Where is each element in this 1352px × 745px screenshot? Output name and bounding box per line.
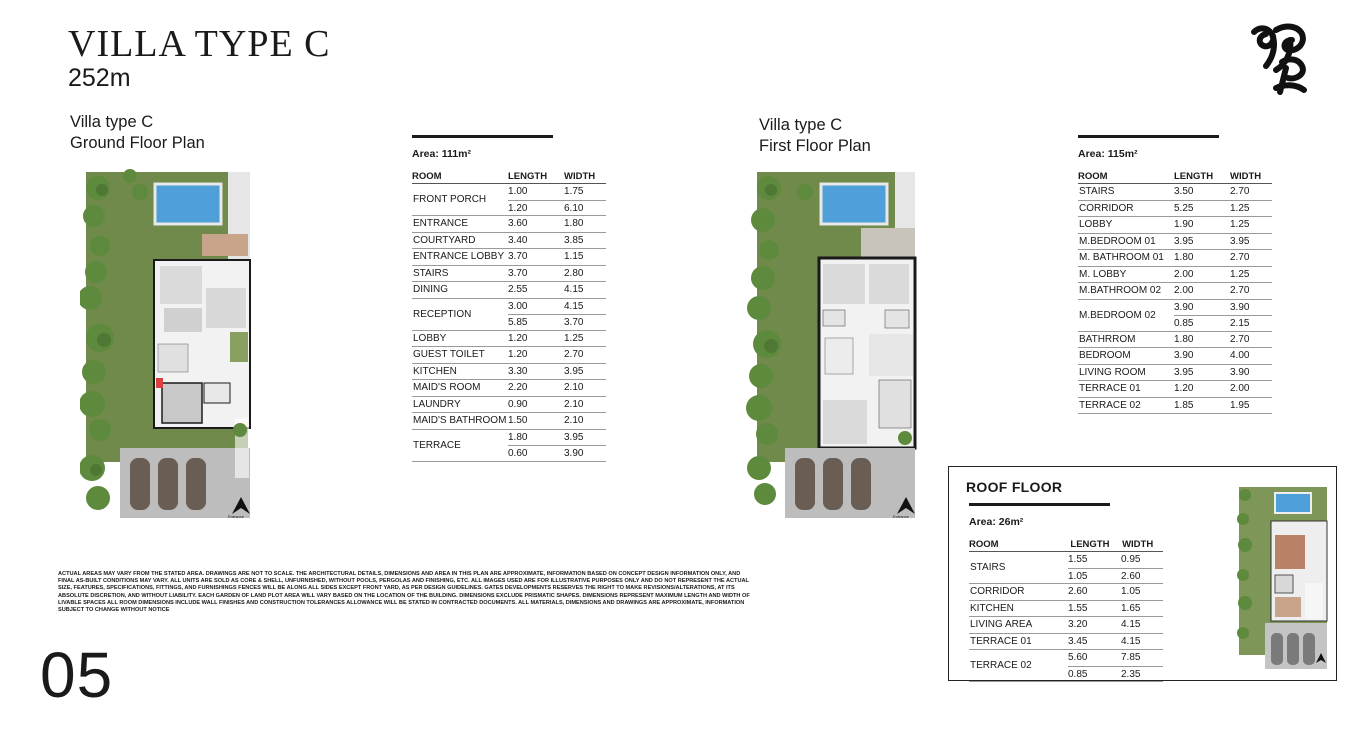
width-value: 3.90 (1230, 301, 1250, 313)
width-value: 2.10 (564, 415, 584, 426)
width-value: 2.60 (1121, 570, 1141, 582)
entrance-label: Entrance (228, 514, 245, 519)
first-floor-title (759, 115, 871, 157)
table-row (412, 282, 606, 299)
dimension-row (1174, 332, 1272, 348)
room-name: COURTYARD (413, 234, 476, 246)
width-value: 1.80 (564, 218, 584, 229)
table-header (1078, 170, 1272, 184)
width-value: 1.75 (564, 186, 584, 197)
length-value: 1.90 (1174, 219, 1194, 230)
width-value: 4.15 (564, 284, 584, 295)
room-name: TERRACE 01 (970, 635, 1032, 647)
width-value: 1.25 (1230, 268, 1250, 280)
table-row (1078, 250, 1272, 267)
table-row (412, 299, 606, 331)
length-value: 2.20 (508, 382, 528, 393)
dimension-row (1174, 184, 1272, 200)
table-row (969, 601, 1163, 618)
width-value: 2.70 (1230, 186, 1250, 197)
table-row (412, 216, 606, 233)
length-value: 1.55 (1068, 554, 1088, 565)
room-name: LIVING AREA (970, 619, 1033, 631)
length-value: 5.85 (508, 317, 528, 328)
table-body (412, 184, 606, 462)
table-row (1078, 381, 1272, 398)
room-name: DINING (413, 284, 448, 296)
page-title: VILLA TYPE C (68, 23, 331, 65)
width-value: 4.15 (564, 300, 584, 312)
length-value: 0.90 (508, 398, 528, 410)
dimension-row (1174, 365, 1272, 381)
length-value: 3.95 (1174, 366, 1194, 378)
room-name: CORRIDOR (970, 586, 1025, 598)
dimension-row (1174, 267, 1272, 283)
length-value: 2.60 (1068, 586, 1088, 597)
entrance-label: Entrance (893, 514, 910, 519)
table-rule (1078, 135, 1219, 138)
dimension-row (508, 445, 606, 461)
length-value: 1.85 (1174, 399, 1194, 411)
room-name: LOBBY (413, 332, 447, 344)
length-value: 3.90 (1174, 301, 1194, 313)
width-value: 3.95 (564, 365, 584, 377)
length-value: 3.95 (1174, 235, 1194, 247)
dimension-row (1068, 552, 1163, 568)
width-value: 2.10 (564, 398, 584, 410)
room-name: M.BEDROOM 02 (1079, 309, 1156, 321)
length-value: 3.00 (508, 300, 528, 312)
width-value: 7.85 (1121, 652, 1141, 663)
length-value: 1.80 (1174, 333, 1194, 345)
column-header-length: LENGTH (508, 171, 548, 182)
room-name: TERRACE 02 (970, 660, 1032, 671)
column-header-length: LENGTH (1174, 171, 1214, 182)
column-header-width: WIDTH (564, 171, 596, 182)
dimension-row (1174, 234, 1272, 250)
room-name: TERRACE 02 (1079, 399, 1141, 411)
width-value: 2.70 (564, 349, 584, 360)
width-value: 2.70 (1230, 285, 1250, 296)
room-name: STAIRS (1079, 186, 1115, 198)
table-row (412, 413, 606, 430)
room-name: CORRIDOR (1079, 202, 1134, 214)
width-value: 4.00 (1230, 350, 1250, 361)
width-value: 2.10 (564, 382, 584, 393)
dimension-row (1174, 348, 1272, 364)
dimension-row (508, 266, 606, 282)
room-name: MAID'S ROOM (413, 382, 481, 394)
table-row (969, 650, 1163, 682)
width-value: 1.25 (1230, 202, 1250, 214)
dimension-row (1068, 666, 1163, 682)
dimension-row (1174, 381, 1272, 397)
table-body (1078, 184, 1272, 414)
roof-floor-room-table (969, 503, 1163, 682)
dimension-row (508, 430, 606, 446)
width-value: 3.85 (564, 234, 584, 246)
column-header-room: ROOM (1078, 171, 1108, 182)
ground-floor-title-line1: Villa type C (70, 113, 154, 131)
room-name: KITCHEN (970, 602, 1014, 614)
table-row (1078, 348, 1272, 365)
column-header-room: ROOM (969, 539, 999, 550)
length-value: 1.50 (508, 415, 528, 426)
dimension-row (508, 364, 606, 380)
length-value: 2.55 (508, 284, 528, 295)
first-floor-title-line1: Villa type C (759, 116, 843, 134)
length-value: 1.20 (508, 349, 528, 360)
length-value: 3.90 (1174, 350, 1194, 361)
length-value: 0.85 (1174, 318, 1194, 329)
roof-floor-panel (948, 466, 1337, 681)
column-header-length: LENGTH (1070, 539, 1110, 550)
dimension-row (508, 331, 606, 347)
width-value: 2.70 (1230, 333, 1250, 345)
room-name: BEDROOM (1079, 350, 1131, 362)
room-name: M.BEDROOM 01 (1079, 235, 1156, 247)
length-value: 0.85 (1068, 668, 1088, 680)
table-row (1078, 332, 1272, 349)
table-row (412, 233, 606, 250)
column-header-room: ROOM (412, 171, 442, 182)
total-area: 252m (68, 64, 131, 92)
room-name: FRONT PORCH (413, 194, 487, 205)
dimension-row (508, 282, 606, 298)
width-value: 3.90 (1230, 366, 1250, 378)
room-name: MAID'S BATHROOM (413, 415, 507, 427)
first-floor-plan (745, 168, 920, 518)
width-value: 1.25 (1230, 219, 1250, 230)
table-row (412, 380, 606, 397)
table-row (1078, 217, 1272, 234)
dimension-row (1174, 201, 1272, 217)
length-value: 1.20 (508, 202, 528, 214)
table-rule (412, 135, 553, 138)
room-name: GUEST TOILET (413, 349, 485, 361)
length-value: 3.20 (1068, 619, 1088, 630)
width-value: 2.35 (1121, 668, 1141, 680)
table-row (412, 430, 606, 462)
room-name: STAIRS (970, 562, 1006, 573)
disclaimer-text: ACTUAL AREAS MAY VARY FROM THE STATED AREA. DRAWINGS ARE NOT TO SCALE. THE ARCHITECTURAL DETAILS, DIMENSIONS AND AREA IN THIS PLAN ARE APPROXIMATE, INFORMATION BASED ON CONCEPT DESIGN INFORMATION ONLY, AND FINAL AS-BUILT CONDITIONS MAY VARY. ALL UNITS ARE SOLD AS CORE & SHELL, UNFURNISHED, WITHOUT POOLS, PERGOLAS AND FINISHING, ETC. ALL IMAGES USED ARE FOR ILLUSTRATIVE PURPOSES ONLY AND DO NOT REPRESENT THE ACTUAL SIZE, FEATURES, SPECIFICATIONS, FITTINGS, AND FURNISHINGS FENCES WILL BE ALONG ALL SIDES EXCEPT FRONT YARD, AS PER DESIGN GUIDELINES. GATES DEVELOPMENTS RESERVES THE RIGHT TO MAKE REVISIONS/ALTERATIONS, AT ITS ABSOLUTE DISCRETION, AND WITHOUT LIABILITY. EACH GARDEN OF LAND PLOT AREA WILL VARY BASED ON THE LOCATION OF THE BUILDING. DIMENSIONS EXCLUDE PRISMATIC SHAPES. DIMENSIONS REPRESENT MAXIMUM LENGTH AND WIDTH OF LIVABLE SPACES ALL ROOM DIMENSIONS INCLUDE WALL FINISHES AND CONSTRUCTION TOLERANCES ALLOWANCE WILL BE STATED IN CONTRACTED DOCUMENTS. ALL MATERIALS, DIMENSIONS AND DRAWINGS ARE APPROXIMATE, INFORMATION SUBJECT TO CHANGE WITHOUT NOTICE (58, 571, 750, 614)
width-value: 2.00 (1230, 383, 1250, 394)
room-name: STAIRS (413, 267, 449, 279)
length-value: 3.45 (1068, 635, 1088, 647)
dimension-row (1068, 634, 1163, 650)
roof-floor-area: Area: 26m² (969, 516, 1024, 528)
width-value: 0.95 (1121, 554, 1141, 565)
room-name: M.BATHROOM 02 (1079, 285, 1162, 297)
width-value: 4.15 (1121, 635, 1141, 647)
ground-floor-title-line2: Ground Floor Plan (70, 134, 205, 152)
table-row (1078, 365, 1272, 382)
dimension-row (1068, 568, 1163, 584)
length-value: 3.70 (508, 251, 528, 262)
table-row (1078, 201, 1272, 218)
width-value: 1.15 (564, 251, 584, 262)
ground-floor-area: Area: 111m² (412, 148, 471, 160)
table-row (1078, 283, 1272, 300)
room-name: M. LOBBY (1079, 268, 1127, 280)
dimension-row (508, 233, 606, 249)
dimension-row (508, 380, 606, 396)
width-value: 1.65 (1121, 602, 1141, 614)
length-value: 2.00 (1174, 285, 1194, 296)
room-name: TERRACE (413, 439, 461, 451)
room-name: LIVING ROOM (1079, 366, 1146, 378)
first-floor-title-line2: First Floor Plan (759, 137, 871, 155)
length-value: 1.55 (1068, 602, 1088, 614)
length-value: 1.80 (508, 431, 528, 443)
dimension-row (1174, 300, 1272, 316)
room-name: LAUNDRY (413, 398, 461, 410)
dimension-row (1068, 650, 1163, 666)
table-body (969, 552, 1163, 682)
room-name: ENTRANCE LOBBY (413, 251, 505, 263)
width-value: 2.15 (1230, 318, 1250, 329)
north-arrow-icon (230, 496, 252, 516)
dimension-row (1174, 315, 1272, 331)
table-row (412, 331, 606, 348)
length-value: 3.40 (508, 234, 528, 246)
table-row (969, 584, 1163, 601)
width-value: 3.70 (564, 317, 584, 328)
dimension-row (1174, 283, 1272, 299)
ground-floor-room-table (412, 135, 606, 462)
width-value: 1.25 (564, 332, 584, 344)
dimension-row (1174, 250, 1272, 266)
room-name: BATHRROM (1079, 333, 1136, 345)
north-arrow-icon (895, 496, 917, 516)
length-value: 1.20 (1174, 383, 1194, 394)
length-value: 0.60 (508, 448, 528, 459)
width-value: 2.80 (564, 267, 584, 279)
length-value: 3.50 (1174, 186, 1194, 197)
table-row (1078, 234, 1272, 251)
width-value: 2.70 (1230, 252, 1250, 263)
length-value: 5.60 (1068, 652, 1088, 663)
dimension-row (508, 314, 606, 330)
room-name: TERRACE 01 (1079, 383, 1141, 395)
room-name: LOBBY (1079, 219, 1113, 231)
table-row (969, 634, 1163, 651)
length-value: 2.00 (1174, 268, 1194, 280)
first-floor-area: Area: 115m² (1078, 148, 1138, 160)
dimension-row (508, 200, 606, 216)
first-floor-room-table (1078, 135, 1272, 414)
table-row (412, 266, 606, 283)
dimension-row (508, 216, 606, 232)
room-name: KITCHEN (413, 365, 457, 377)
table-row (412, 364, 606, 381)
length-value: 3.70 (508, 267, 528, 279)
table-row (969, 552, 1163, 584)
table-row (1078, 184, 1272, 201)
length-value: 3.60 (508, 218, 528, 229)
table-row (412, 347, 606, 364)
length-value: 1.80 (1174, 252, 1194, 263)
length-value: 5.25 (1174, 202, 1194, 214)
roof-floor-plan (1235, 483, 1331, 673)
length-value: 1.20 (508, 332, 528, 344)
width-value: 3.95 (564, 431, 584, 443)
table-row (412, 184, 606, 216)
table-row (412, 397, 606, 414)
room-name: ENTRANCE (413, 218, 469, 230)
dimension-row (508, 397, 606, 413)
dimension-row (508, 347, 606, 363)
dimension-row (508, 413, 606, 429)
length-value: 3.30 (508, 365, 528, 377)
dimension-row (1174, 398, 1272, 414)
table-header (412, 170, 606, 184)
dimension-row (508, 249, 606, 265)
width-value: 1.95 (1230, 399, 1250, 411)
table-row (412, 249, 606, 266)
dimension-row (1068, 584, 1163, 600)
width-value: 4.15 (1121, 619, 1141, 630)
dimension-row (1068, 617, 1163, 633)
page-number: 05 (40, 639, 114, 711)
width-value: 3.90 (564, 448, 584, 459)
dimension-row (508, 299, 606, 315)
length-value: 1.05 (1068, 570, 1088, 582)
ground-floor-plan (80, 168, 255, 523)
logo-monogram-icon (1246, 22, 1316, 96)
dimension-row (1174, 217, 1272, 233)
room-name: M. BATHROOM 01 (1079, 252, 1164, 264)
table-header (969, 538, 1163, 552)
table-rule (969, 503, 1110, 506)
room-name: RECEPTION (413, 308, 472, 320)
column-header-width: WIDTH (1122, 539, 1154, 550)
table-row (1078, 267, 1272, 284)
width-value: 6.10 (564, 202, 584, 214)
ground-floor-title (70, 112, 205, 154)
width-value: 1.05 (1121, 586, 1141, 597)
dimension-row (1068, 601, 1163, 617)
table-row (1078, 300, 1272, 332)
table-row (969, 617, 1163, 634)
table-row (1078, 398, 1272, 415)
dimension-row (508, 184, 606, 200)
column-header-width: WIDTH (1230, 171, 1262, 182)
length-value: 1.00 (508, 186, 528, 197)
width-value: 3.95 (1230, 235, 1250, 247)
roof-floor-title: ROOF FLOOR (966, 479, 1063, 495)
